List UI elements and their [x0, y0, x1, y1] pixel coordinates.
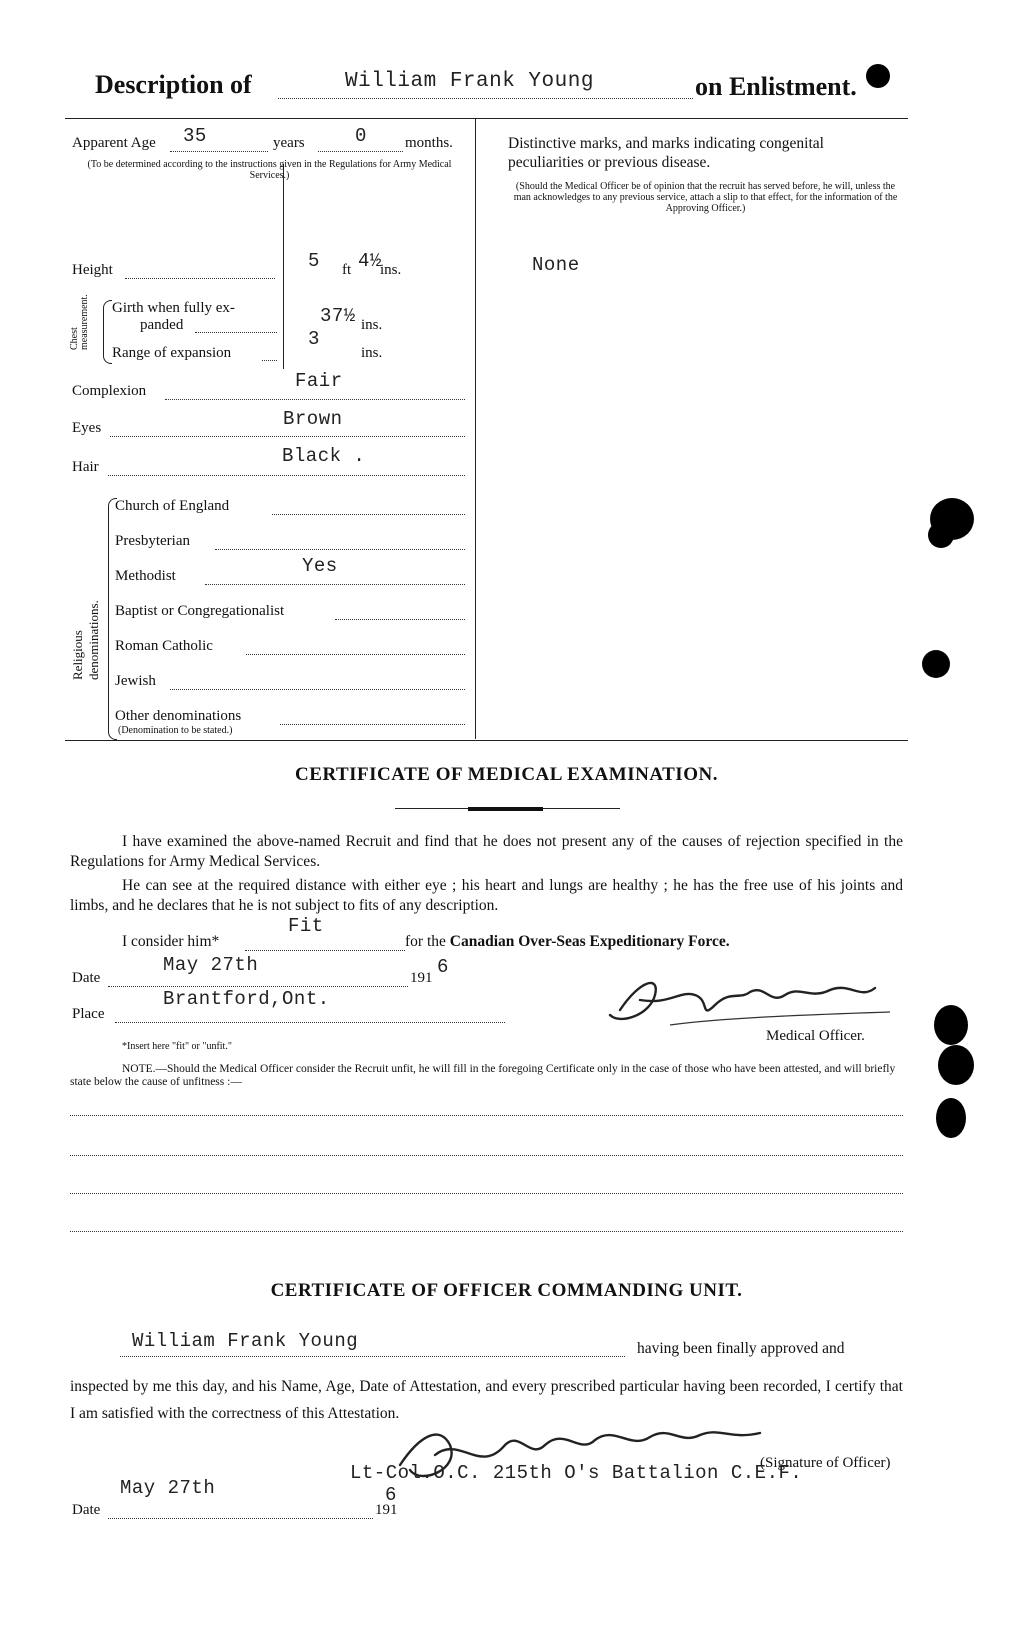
unfitness-line	[70, 1155, 903, 1156]
chest-girth-label-1: Girth when fully ex-	[112, 300, 235, 316]
bottom-rule	[65, 740, 908, 741]
header-prefix: Description of	[95, 70, 252, 99]
ink-blot	[936, 1098, 966, 1138]
unfitness-line	[70, 1193, 903, 1194]
religion-item-value: Yes	[302, 555, 338, 577]
marks-heading: Distinctive marks, and marks indicating congenital peculiarities or previous disease.	[508, 135, 824, 171]
medical-place-label: Place	[72, 1006, 105, 1022]
religion-item-line	[272, 514, 465, 515]
marks-value: None	[532, 254, 580, 276]
chest-range-label: Range of expansion	[112, 345, 232, 361]
consider-suffix: for the Canadian Over-Seas Expeditionary Force.	[405, 933, 730, 950]
religion-other-note: (Denomination to be stated.)	[118, 725, 233, 736]
medical-date-line	[108, 986, 408, 987]
religion-item-label: Jewish	[115, 673, 156, 689]
header-name: William Frank Young	[345, 70, 594, 93]
religion-item-label: Other denominations	[115, 708, 242, 724]
chest-girth-label-2: panded	[140, 317, 184, 333]
height-ft-label: ft	[342, 262, 352, 278]
religion-item-label: Roman Catholic	[115, 638, 213, 654]
medical-year-prefix: 191	[410, 970, 433, 986]
religion-item-line	[246, 654, 465, 655]
height-in-value: 4½	[358, 250, 382, 272]
chest-brace	[103, 300, 112, 364]
religion-group-label: Religious denominations.	[70, 600, 101, 680]
age-months-line	[318, 151, 403, 152]
complexion-line	[165, 399, 465, 400]
officer-title: CERTIFICATE OF OFFICER COMMANDING UNIT.	[270, 1280, 743, 1301]
consider-prefix: I consider him*	[122, 933, 220, 950]
complexion-value: Fair	[295, 370, 343, 392]
officer-name-line	[120, 1356, 625, 1357]
complexion-label: Complexion	[72, 383, 147, 399]
officer-rank-line: Lt-Col.O.C. 215th O's Battalion C.E.F.	[350, 1462, 803, 1484]
top-rule	[65, 118, 908, 119]
ink-blot	[922, 650, 950, 678]
chest-range-value: 3	[308, 328, 320, 350]
medical-officer-label: Medical Officer.	[766, 1028, 865, 1044]
chest-group-label: Chest measurement.	[69, 294, 90, 350]
header-suffix: on Enlistment.	[695, 72, 857, 101]
medical-place-line	[115, 1022, 505, 1023]
religion-item-line	[280, 724, 465, 725]
officer-year-value: 6	[385, 1484, 397, 1506]
height-line	[125, 278, 275, 279]
religion-item-line	[205, 584, 465, 585]
officer-date-line	[108, 1518, 373, 1519]
chest-girth-unit: ins.	[361, 317, 383, 333]
religion-item-label: Presbyterian	[115, 533, 190, 549]
ink-blot	[934, 1005, 968, 1045]
officer-name-value: William Frank Young	[132, 1330, 359, 1352]
hair-label: Hair	[72, 459, 99, 475]
religion-item-line	[215, 549, 465, 550]
medical-para-1: I have examined the above-named Recruit and find that he does not present any of the causes of rejection specified in the Regulations for Army Medical Services.	[70, 833, 903, 870]
medical-year-value: 6	[437, 956, 449, 978]
religion-item-label: Methodist	[115, 568, 176, 584]
religion-item-label: Church of England	[115, 498, 230, 514]
unfitness-line	[70, 1115, 903, 1116]
ink-blot	[866, 64, 890, 88]
height-in-label: ins.	[380, 262, 402, 278]
chest-range-unit: ins.	[361, 345, 383, 361]
medical-note: NOTE.—Should the Medical Officer consider the Recruit unfit, he will fill in the foregoing Certificate only in the case of those who have been attested, and will briefly state below the cause of unfitness :—	[70, 1063, 896, 1088]
column-divider	[475, 119, 476, 739]
hair-line	[108, 475, 465, 476]
eyes-line	[110, 436, 465, 437]
medical-date-value: May 27th	[163, 954, 259, 976]
officer-sig-label: (Signature of Officer)	[760, 1455, 891, 1471]
officer-date-value: May 27th	[120, 1477, 216, 1499]
marks-note: (Should the Medical Officer be of opinion that the recruit has served before, he will, unless the man acknowledges to any previous service, attach a slip to that effect, for the information of the Approving Officer.)	[513, 181, 898, 214]
unfitness-line	[70, 1231, 903, 1232]
age-note: (To be determined according to the instructions given in the Regulations for Army Medical Services.)	[87, 159, 452, 181]
chest-range-line	[262, 360, 277, 361]
height-ft-value: 5	[308, 250, 320, 272]
medical-para-2: He can see at the required distance with either eye ; his heart and lungs are healthy ; he has the free use of his joints and limbs, and he declares that he is not subject to fits of any description.	[70, 877, 903, 914]
consider-line	[245, 950, 405, 951]
officer-date-label: Date	[72, 1502, 101, 1518]
medical-place-value: Brantford,Ont.	[163, 988, 330, 1010]
age-label: Apparent Age	[72, 135, 156, 151]
religion-item-line	[170, 689, 465, 690]
age-months-value: 0	[355, 125, 367, 147]
officer-text-after-name: having been finally approved and	[637, 1340, 845, 1357]
medical-date-label: Date	[72, 970, 101, 986]
chest-girth-value: 37½	[320, 305, 356, 327]
medical-title-rule-thick	[468, 807, 543, 811]
inner-divider	[283, 164, 284, 369]
age-years-line	[170, 151, 268, 152]
medical-title: CERTIFICATE OF MEDICAL EXAMINATION.	[295, 764, 718, 785]
age-years-value: 35	[183, 125, 207, 147]
ink-blot	[938, 1045, 974, 1085]
consider-value: Fit	[288, 915, 324, 937]
age-years-label: years	[273, 135, 305, 151]
hair-value: Black .	[282, 445, 366, 467]
eyes-value: Brown	[283, 408, 343, 430]
header-name-line	[278, 98, 693, 99]
ink-blot	[928, 522, 954, 548]
religion-item-line	[335, 619, 465, 620]
religion-item-label: Baptist or Congregationalist	[115, 603, 285, 619]
eyes-label: Eyes	[72, 420, 102, 436]
medical-footnote: *Insert here "fit" or "unfit."	[122, 1041, 232, 1052]
height-label: Height	[72, 262, 113, 278]
chest-girth-line	[195, 332, 277, 333]
officer-para: inspected by me this day, and his Name, Age, Date of Attestation, and every prescribed particular having been recorded, I certify that I am satisfied with the correctness of this Attestation.	[70, 1378, 903, 1422]
officer-year-prefix: 191	[375, 1502, 398, 1518]
age-months-label: months.	[405, 135, 453, 151]
